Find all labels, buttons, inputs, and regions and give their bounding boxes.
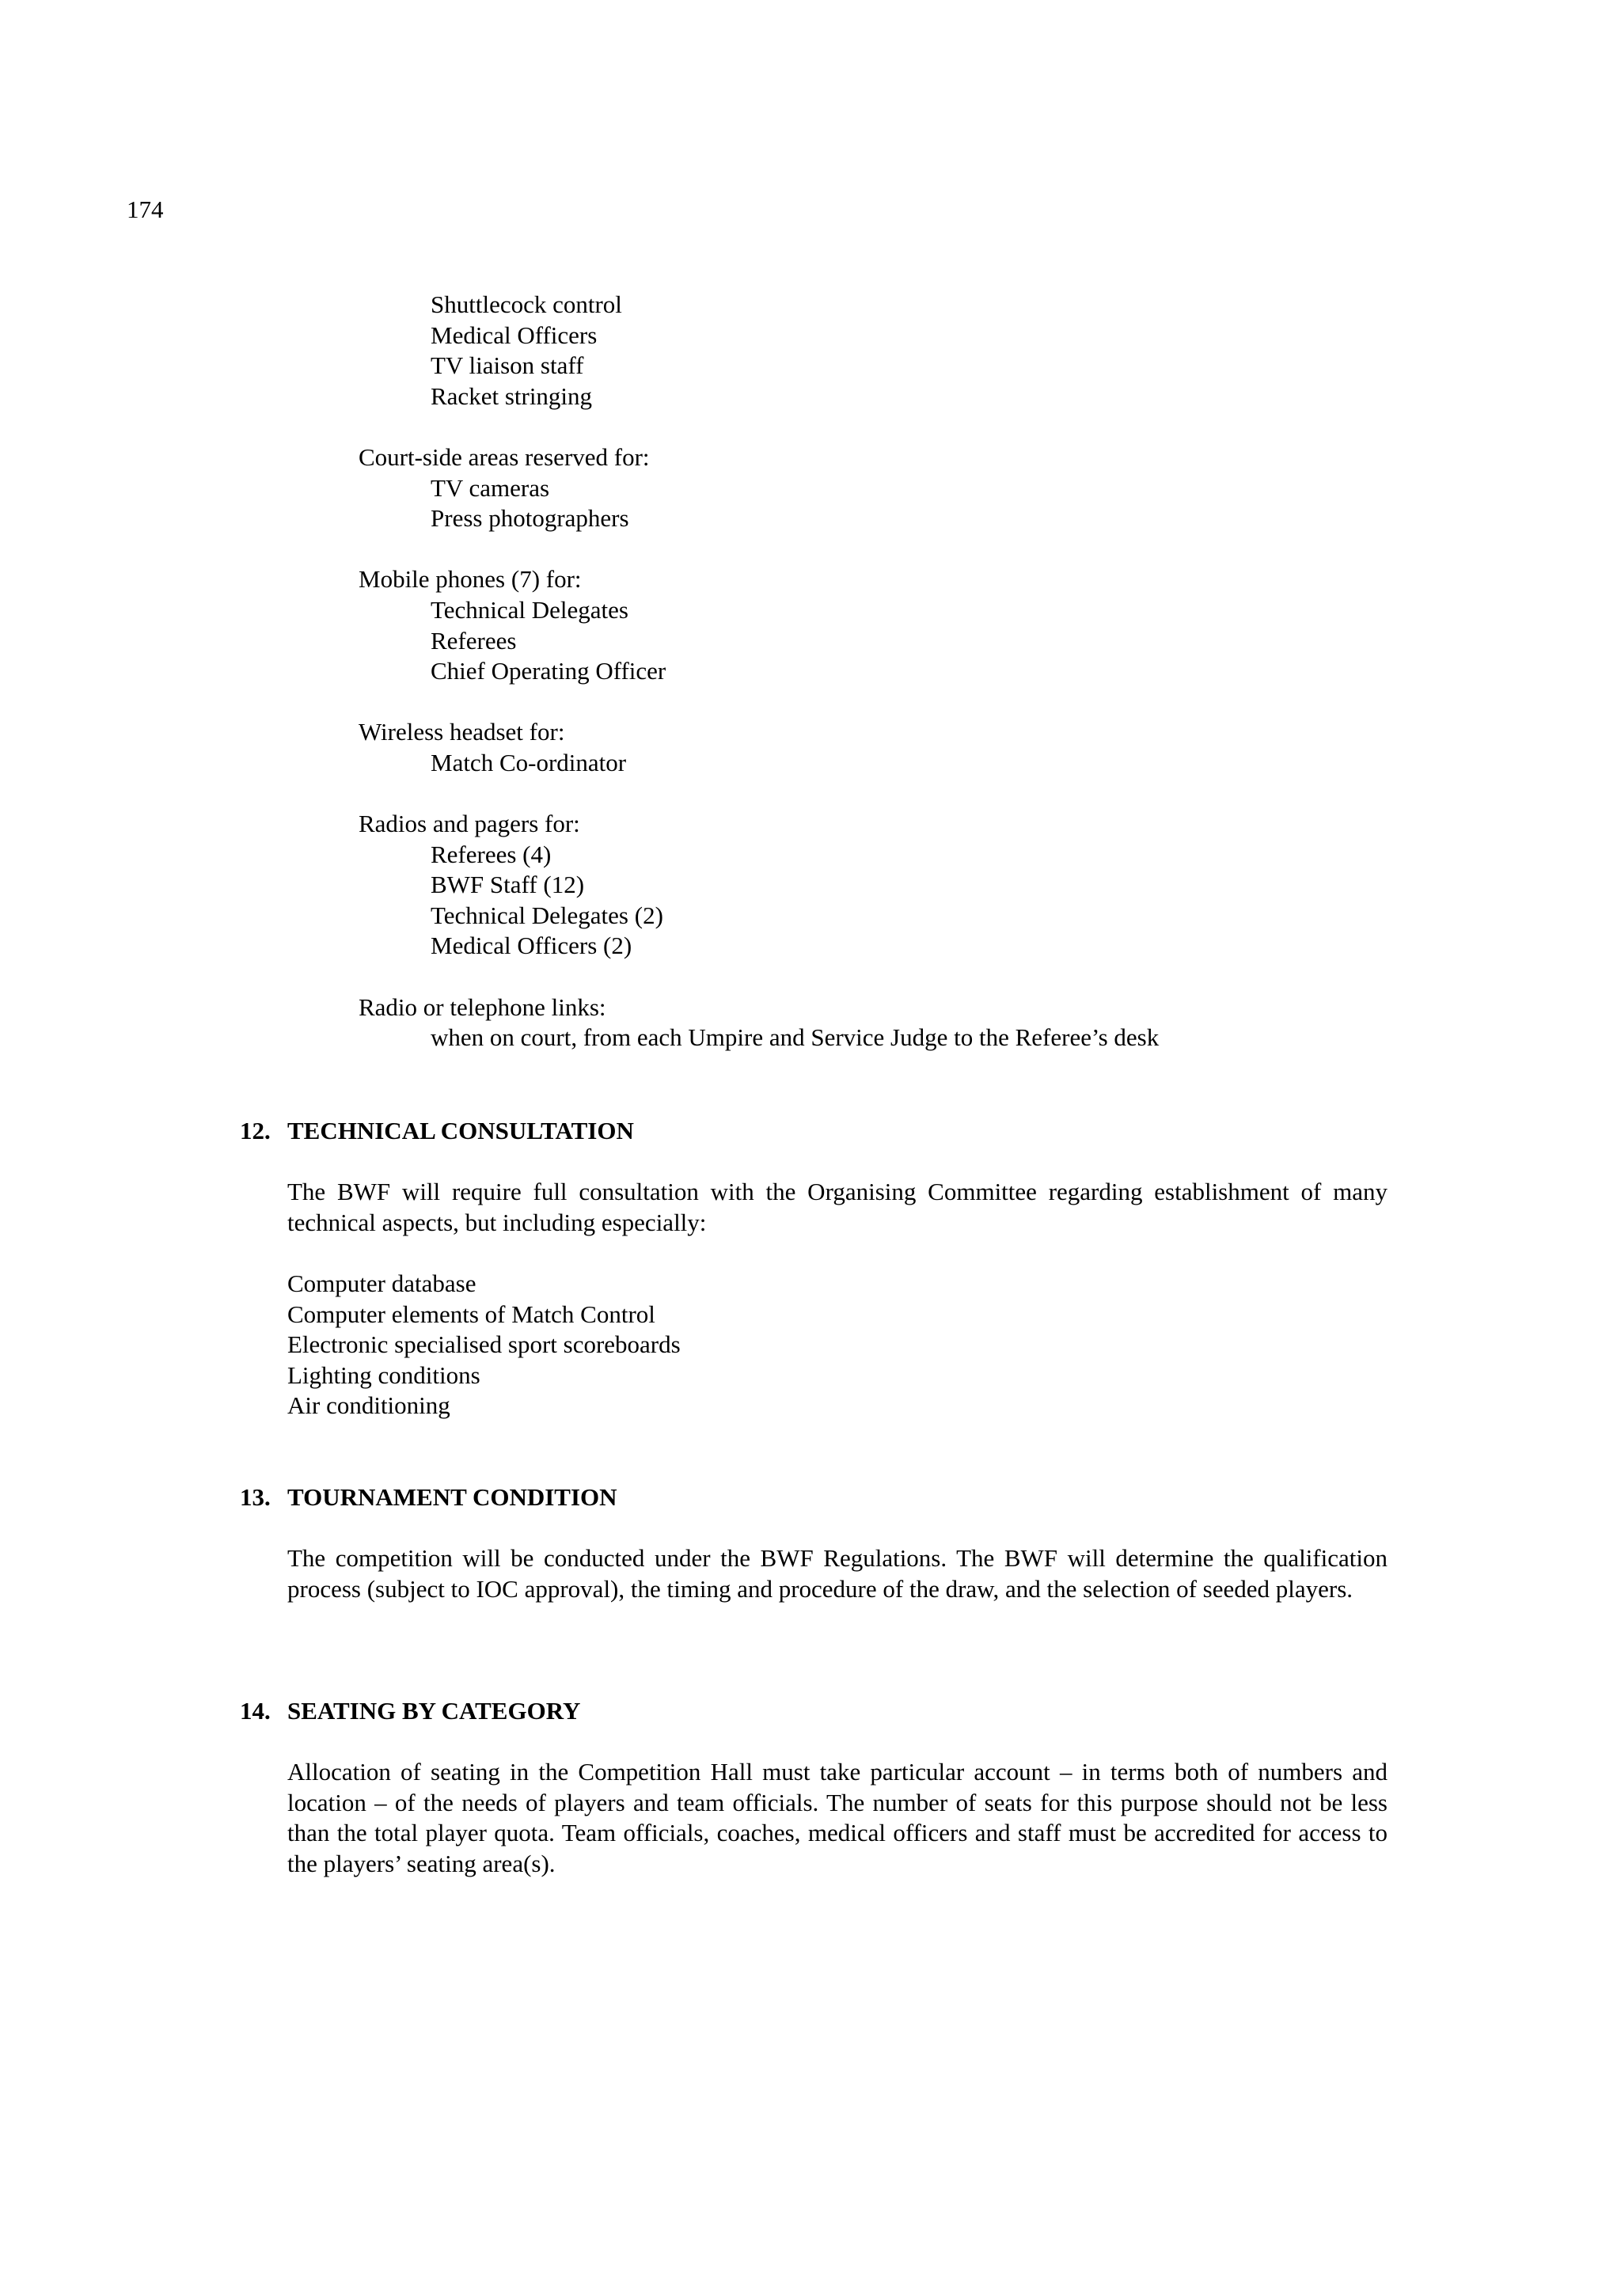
list-item: Technical Delegates (2): [431, 901, 663, 929]
list-item: Electronic specialised sport scoreboards: [287, 1330, 681, 1359]
section-body: [240, 1177, 1388, 1421]
list-item: Shuttlecock control: [431, 290, 622, 318]
list-item: Chief Operating Officer: [431, 657, 666, 685]
section-body: [240, 1757, 1388, 1879]
list-item: Match Co-ordinator: [431, 748, 627, 776]
list-item: Lighting conditions: [287, 1361, 480, 1389]
section-heading: [240, 1482, 1388, 1513]
list-item: Medical Officers: [431, 321, 598, 349]
wireless-headset-group: [359, 717, 1467, 778]
list-item: TV liaison staff: [431, 351, 584, 380]
section-paragraph: The BWF will require full consultation with the Organising Committee regarding establishment of many technical aspects, but including especially:: [287, 1178, 1388, 1236]
section-paragraph: The competition will be conducted under the BWF Regulations. The BWF will determine the qualification process (subject to IOC approval), the timing and procedure of the draw, and the selection of seeded players.: [287, 1544, 1388, 1603]
group-heading: Radios and pagers for:: [359, 810, 580, 838]
list-item: Racket stringing: [431, 381, 593, 410]
list-item: Technical Delegates: [431, 595, 628, 624]
section-title: SEATING BY CATEGORY: [287, 1697, 581, 1725]
section-paragraph: Allocation of seating in the Competition Hall must take particular account – in terms both of numbers and location – of the needs of players and team officials. The number of seats for this purpose should not be less than the total player quota. Team officials, coaches, medical officers and staff must be accredited for access to the players’ seating area(s).: [287, 1758, 1388, 1877]
group-heading: Wireless headset for:: [359, 718, 565, 746]
section-title: TOURNAMENT CONDITION: [287, 1483, 617, 1511]
section-number: 14.: [240, 1697, 271, 1725]
group-heading: Court-side areas reserved for:: [359, 442, 650, 471]
staff-facilities-group: [359, 290, 1467, 412]
section-tournament-condition: [240, 1482, 1388, 1604]
technical-aspects-list: [287, 1269, 1388, 1421]
section-number: 12.: [240, 1117, 271, 1144]
group-heading: Mobile phones (7) for:: [359, 565, 582, 594]
list-item: Medical Officers (2): [431, 932, 632, 960]
list-item: Computer database: [287, 1269, 476, 1297]
list-item: BWF Staff (12): [431, 871, 585, 899]
list-item: Computer elements of Match Control: [287, 1300, 655, 1328]
section-technical-consultation: [240, 1116, 1388, 1421]
section-title: TECHNICAL CONSULTATION: [287, 1117, 634, 1144]
section-heading: [240, 1116, 1388, 1147]
list-item: when on court, from each Umpire and Service Judge to the Referee’s desk: [431, 1023, 1160, 1052]
page-number: 174: [127, 195, 164, 223]
list-item: Press photographers: [431, 504, 629, 533]
radio-telephone-links-group: [359, 992, 1467, 1053]
list-item: Referees: [431, 626, 517, 655]
list-item: Air conditioning: [287, 1391, 450, 1420]
section-number: 13.: [240, 1483, 271, 1511]
section-heading: [240, 1696, 1388, 1727]
mobile-phones-group: [359, 564, 1467, 686]
section-seating-by-category: [240, 1696, 1388, 1880]
court-side-areas-group: [359, 442, 1467, 534]
radios-pagers-group: [359, 809, 1467, 962]
list-item: Referees (4): [431, 840, 552, 868]
section-body: [240, 1543, 1388, 1604]
group-heading: Radio or telephone links:: [359, 992, 606, 1021]
equipment-lists: [359, 290, 1467, 1083]
list-item: TV cameras: [431, 473, 550, 502]
